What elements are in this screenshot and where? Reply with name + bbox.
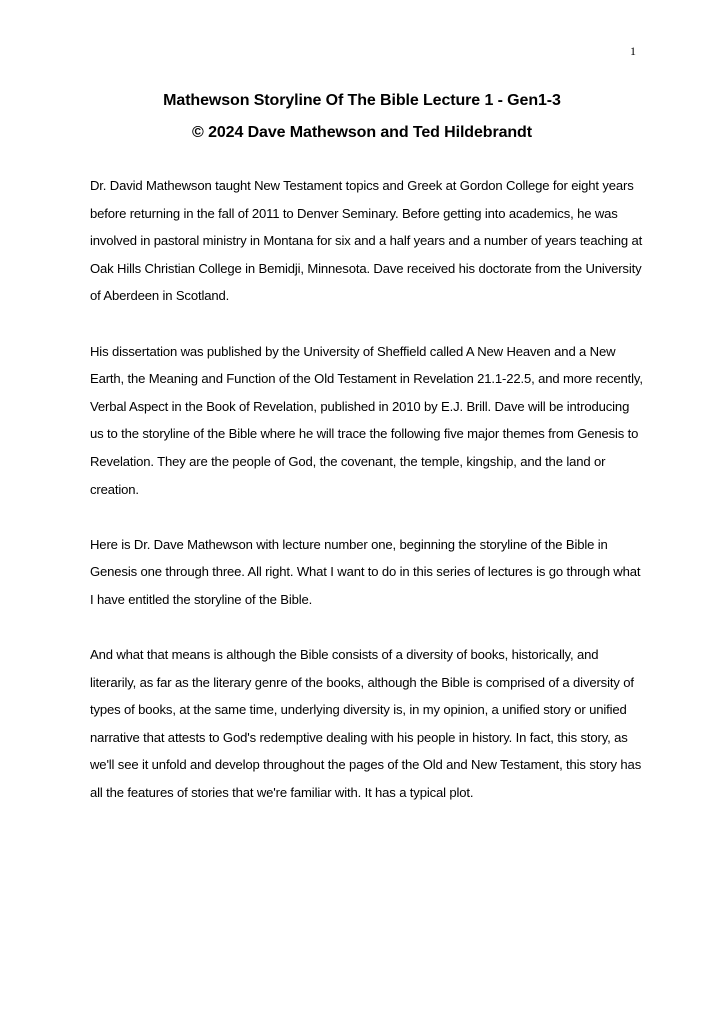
document-body — [90, 172, 646, 834]
paragraph-storyline: And what that means is although the Bible consists of a diversity of books, historically, and literarily, as far as the literary genre of the books, although the Bible is comprised of a diversity of types of books, at the same time, underlying diversity is, in my opinion, a unified story or unified narrative that attests to God's redemptive dealing with his people in history. In fact, this story, as we'll see it unfold and develop throughout the pages of the Old and New Testament, this story has all the features of stories that we're familiar with. It has a typical plot. — [90, 647, 642, 801]
copyright-line: © 2024 Dave Mathewson and Ted Hildebrandt — [192, 124, 532, 141]
paragraph-dissertation: His dissertation was published by the University of Sheffield called A New Heaven and a New Earth, the Meaning and Function of the Old Testament in Revelation 21.1-22.5, and more recently, Verbal Aspect in the Book of Revelation, published in 2010 by E.J. Brill. Dave will be introducing us to the storyline of the Bible where he will trace the following five major themes from Genesis to Revelation. They are the people of God, the covenant, the temple, kingship, and the land or creation. — [90, 343, 643, 497]
document-title: Mathewson Storyline Of The Bible Lecture 1 - Gen1-3 — [163, 92, 561, 109]
paragraph-biography: Dr. David Mathewson taught New Testament topics and Greek at Gordon College for eight years before returning in the fall of 2011 to Denver Seminary. Before getting into academics, he was involved in pastoral ministry in Montana for six and a half years and a number of years teaching at Oak Hills Christian College in Bemidji, Minnesota. Dave received his doctorate from the University of Aberdeen in Scotland. — [90, 178, 643, 304]
paragraph-introduction: Here is Dr. Dave Mathewson with lecture number one, beginning the storyline of the Bible in Genesis one through three. All right. What I want to do in this series of lectures is go through what I have entitled the storyline of the Bible. — [90, 536, 641, 607]
page-number: 1 — [630, 44, 636, 58]
